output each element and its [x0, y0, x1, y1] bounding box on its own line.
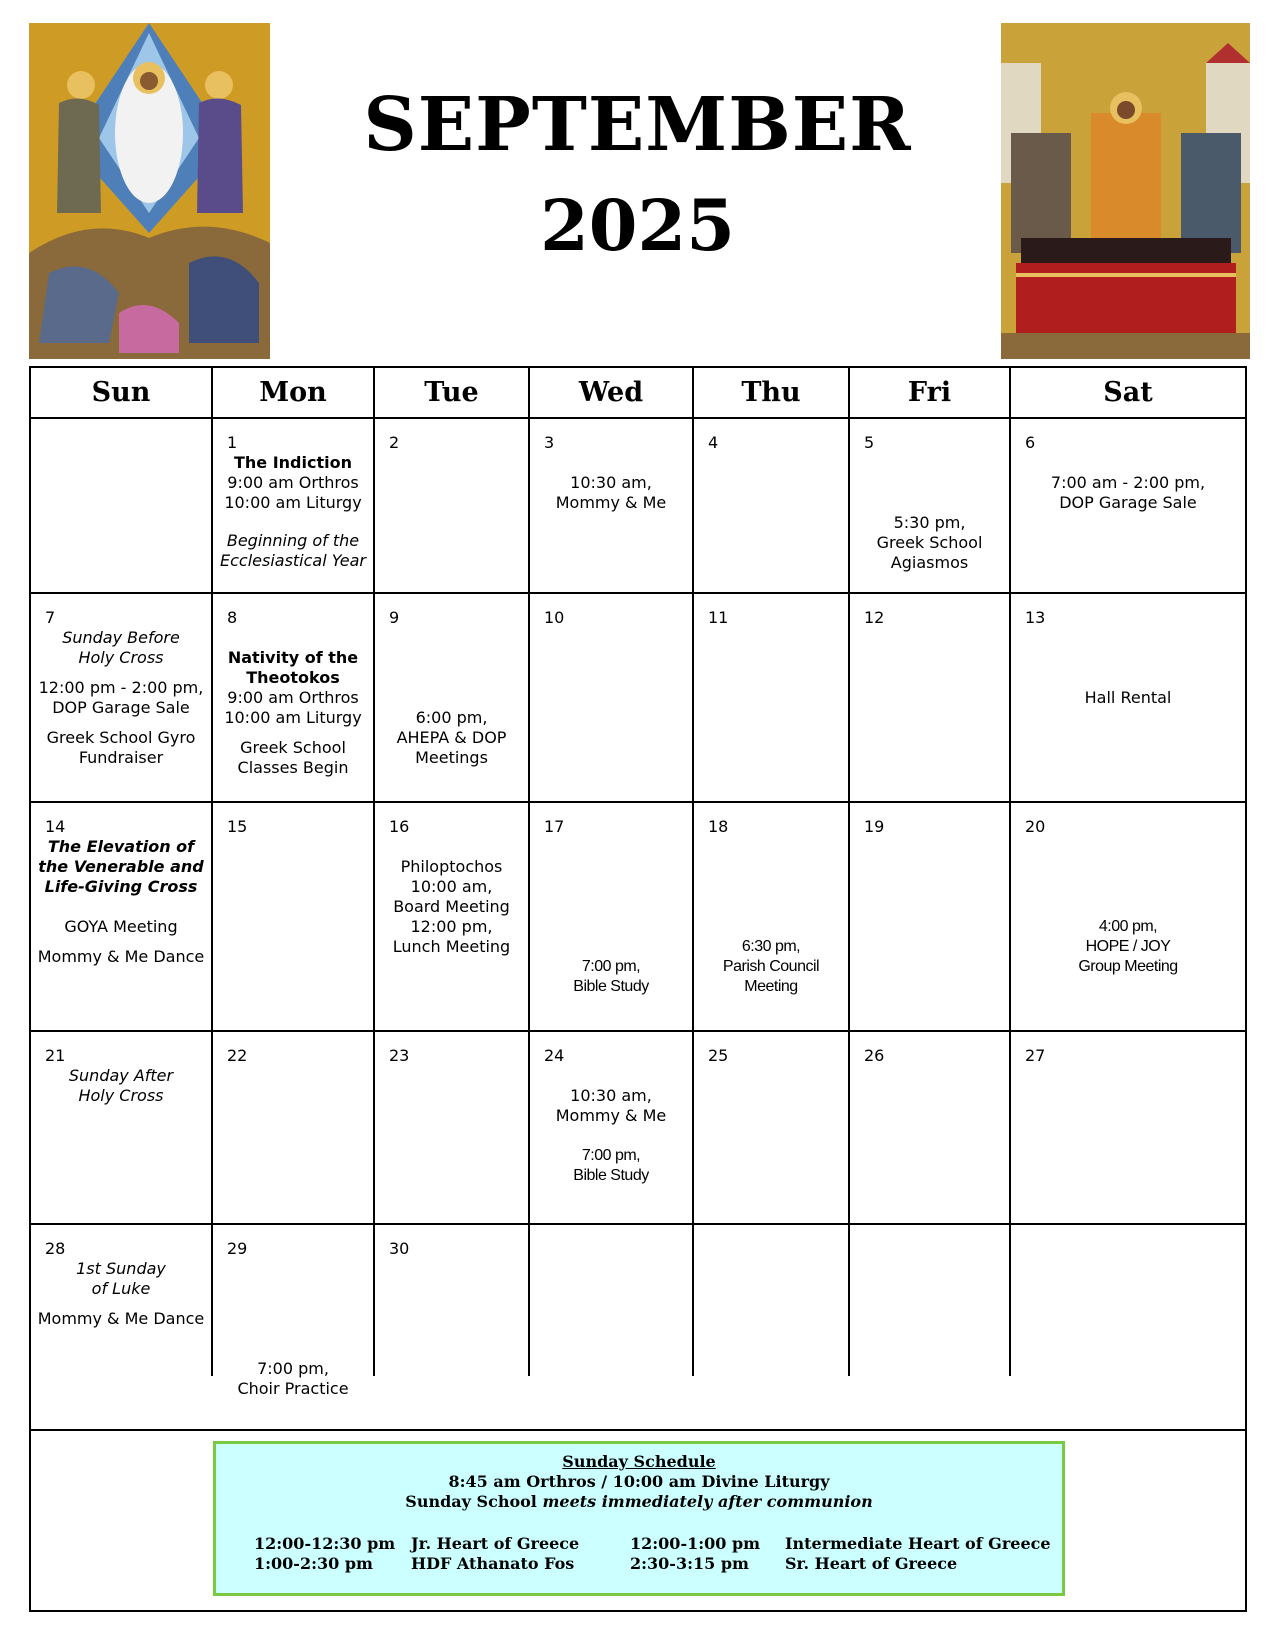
event-line: Lunch Meeting [392, 937, 511, 956]
day-cell-28 [31, 1225, 211, 1429]
day-cell-29 [213, 1225, 373, 1429]
event-line: Mommy & Me Dance [37, 1309, 205, 1328]
day-cell-18 [694, 803, 848, 1030]
event-line: 7:00 pm, [581, 1147, 641, 1164]
schedule-group: HDF Athanato Fos [411, 1554, 575, 1573]
day-number: 25 [708, 1046, 729, 1065]
event-line: Philoptochos [400, 857, 503, 876]
day-cell-27 [1011, 1032, 1245, 1223]
day-cell-14 [31, 803, 211, 1030]
schedule-liturgy-line: 8:45 am Orthros / 10:00 am Divine Liturgy [448, 1472, 830, 1491]
day-number: 16 [389, 817, 410, 836]
day-cell-6 [1011, 419, 1245, 592]
event-line: 4:00 pm, [1098, 918, 1158, 935]
event-line: DOP Garage Sale [1059, 493, 1197, 512]
event-line: 6:30 pm, [741, 938, 801, 955]
schedule-time: 1:00-2:30 pm [254, 1554, 373, 1573]
day-number: 15 [227, 817, 248, 836]
header-fri: Fri [907, 377, 952, 408]
header-mon: Mon [259, 377, 327, 408]
header-thu: Thu [741, 377, 801, 408]
day-cell-12 [850, 594, 1009, 801]
day-number: 13 [1025, 608, 1046, 627]
feast-title: The Indiction [233, 453, 352, 472]
day-number: 21 [45, 1046, 66, 1065]
day-number: 14 [45, 817, 66, 836]
event-line: 10:00 am, [410, 877, 493, 896]
schedule-title: Sunday Schedule [562, 1452, 716, 1471]
event-line: HOPE / JOY [1085, 938, 1171, 955]
event-line: Board Meeting [393, 897, 510, 916]
feast-title: the Venerable and [38, 857, 204, 876]
event-line: Mommy & Me Dance [37, 947, 205, 966]
day-cell-21 [31, 1032, 211, 1223]
event-line: Hall Rental [1084, 688, 1172, 707]
event-line: Greek School Gyro [46, 728, 196, 747]
day-number: 9 [389, 608, 400, 627]
event-line: 6:00 pm, [415, 708, 488, 727]
day-number: 1 [227, 433, 238, 452]
day-cell-25 [694, 1032, 848, 1223]
event-line: Meeting [744, 978, 798, 995]
day-cell-10 [530, 594, 692, 801]
event-line: Greek School [240, 738, 346, 757]
sunday-title: of Luke [91, 1279, 151, 1298]
event-line: 10:00 am Liturgy [224, 493, 362, 512]
dormition-icon-image [1001, 23, 1250, 359]
day-number: 28 [45, 1239, 66, 1258]
event-line: Bible Study [573, 978, 649, 995]
schedule-time: 12:00-1:00 pm [630, 1534, 761, 1553]
day-number: 19 [864, 817, 885, 836]
header-wed: Wed [578, 377, 644, 408]
schedule-group: Jr. Heart of Greece [411, 1534, 580, 1553]
event-note: Ecclesiastical Year [219, 551, 366, 570]
day-cell-4 [694, 419, 848, 592]
event-line: Agiasmos [890, 553, 969, 572]
day-cell-22 [213, 1032, 373, 1223]
event-line: 9:00 am Orthros [227, 473, 359, 492]
day-cell-17 [530, 803, 692, 1030]
day-cell-20 [1011, 803, 1245, 1030]
day-cell-24 [530, 1032, 692, 1223]
day-cell-2 [375, 419, 528, 592]
sunday-title: Sunday Before [62, 628, 180, 647]
event-line: Greek School [876, 533, 983, 552]
schedule-time: 2:30-3:15 pm [630, 1554, 749, 1573]
event-line: Group Meeting [1078, 958, 1178, 975]
day-number: 8 [227, 608, 238, 627]
day-number: 27 [1025, 1046, 1046, 1065]
day-cell-1 [213, 419, 373, 592]
event-line: GOYA Meeting [64, 917, 178, 936]
sunday-title: Holy Cross [78, 648, 164, 667]
day-number: 12 [864, 608, 885, 627]
month-title: SEPTEMBER [363, 82, 912, 168]
feast-title: Nativity of the [227, 648, 359, 667]
header-sat: Sat [1103, 377, 1153, 408]
day-number: 7 [45, 608, 56, 627]
day-cell-16 [375, 803, 528, 1030]
sunday-title: 1st Sunday [76, 1259, 166, 1278]
day-number: 23 [389, 1046, 410, 1065]
day-number: 30 [389, 1239, 410, 1258]
day-cell-9 [375, 594, 528, 801]
day-number: 18 [708, 817, 729, 836]
day-number: 24 [544, 1046, 565, 1065]
event-line: Parish Council [722, 958, 820, 975]
schedule-group: Sr. Heart of Greece [785, 1554, 958, 1573]
event-line: Fundraiser [78, 748, 164, 767]
event-line: 10:30 am, [570, 473, 652, 492]
event-line: 12:00 pm - 2:00 pm, [38, 678, 204, 697]
day-number: 20 [1025, 817, 1046, 836]
day-cell-26 [850, 1032, 1009, 1223]
feast-title: The Elevation of [47, 837, 195, 856]
day-cell-7 [31, 594, 211, 801]
event-line: 7:00 am - 2:00 pm, [1050, 473, 1206, 492]
year-title: 2025 [540, 184, 735, 267]
day-number: 10 [544, 608, 565, 627]
day-cell-23 [375, 1032, 528, 1223]
event-line: 12:00 pm, [410, 917, 493, 936]
event-note: Beginning of the [226, 531, 360, 550]
day-number: 22 [227, 1046, 248, 1065]
event-line: 5:30 pm, [893, 513, 966, 532]
day-cell-30 [375, 1225, 528, 1429]
event-line: 7:00 pm, [581, 958, 641, 975]
sunday-schedule-box [213, 1441, 1065, 1596]
day-cell-8 [213, 594, 373, 801]
event-line: Bible Study [573, 1167, 649, 1184]
day-number: 11 [708, 608, 729, 627]
day-number: 6 [1025, 433, 1036, 452]
event-line: 9:00 am Orthros [227, 688, 359, 707]
schedule-time: 12:00-12:30 pm [254, 1534, 396, 1553]
transfiguration-icon-image [29, 23, 270, 359]
event-line: Classes Begin [237, 758, 349, 777]
schedule-sunday-school-note: meets immediately after communion [542, 1492, 873, 1511]
event-line: Mommy & Me [555, 1106, 667, 1125]
event-line: AHEPA & DOP [396, 728, 507, 747]
header-sun: Sun [91, 377, 151, 408]
event-line: 10:30 am, [570, 1086, 652, 1105]
calendar-grid [29, 366, 1247, 1612]
event-line: Choir Practice [237, 1379, 349, 1398]
day-number: 29 [227, 1239, 248, 1258]
day-number: 17 [544, 817, 565, 836]
day-number: 5 [864, 433, 875, 452]
day-cell-19 [850, 803, 1009, 1030]
header-tue: Tue [424, 377, 479, 408]
sunday-title: Sunday After [68, 1066, 174, 1085]
event-line: Mommy & Me [555, 493, 667, 512]
schedule-sunday-school-line [216, 1492, 1062, 1511]
schedule-group: Intermediate Heart of Greece [785, 1534, 1051, 1553]
day-cell-3 [530, 419, 692, 592]
event-line: 7:00 pm, [257, 1359, 329, 1378]
feast-title: Theotokos [246, 668, 340, 687]
day-number: 2 [389, 433, 400, 452]
event-line: Meetings [415, 748, 488, 767]
event-line: DOP Garage Sale [52, 698, 190, 717]
day-cell-11 [694, 594, 848, 801]
day-number: 26 [864, 1046, 885, 1065]
day-cell-5 [850, 419, 1009, 592]
day-number: 4 [708, 433, 719, 452]
schedule-sunday-school-label: Sunday School [405, 1492, 543, 1511]
feast-title: Life-Giving Cross [44, 877, 198, 896]
event-line: 10:00 am Liturgy [224, 708, 362, 727]
day-cell-15 [213, 803, 373, 1030]
day-cell-13 [1011, 594, 1245, 801]
day-number: 3 [544, 433, 555, 452]
sunday-title: Holy Cross [78, 1086, 164, 1105]
